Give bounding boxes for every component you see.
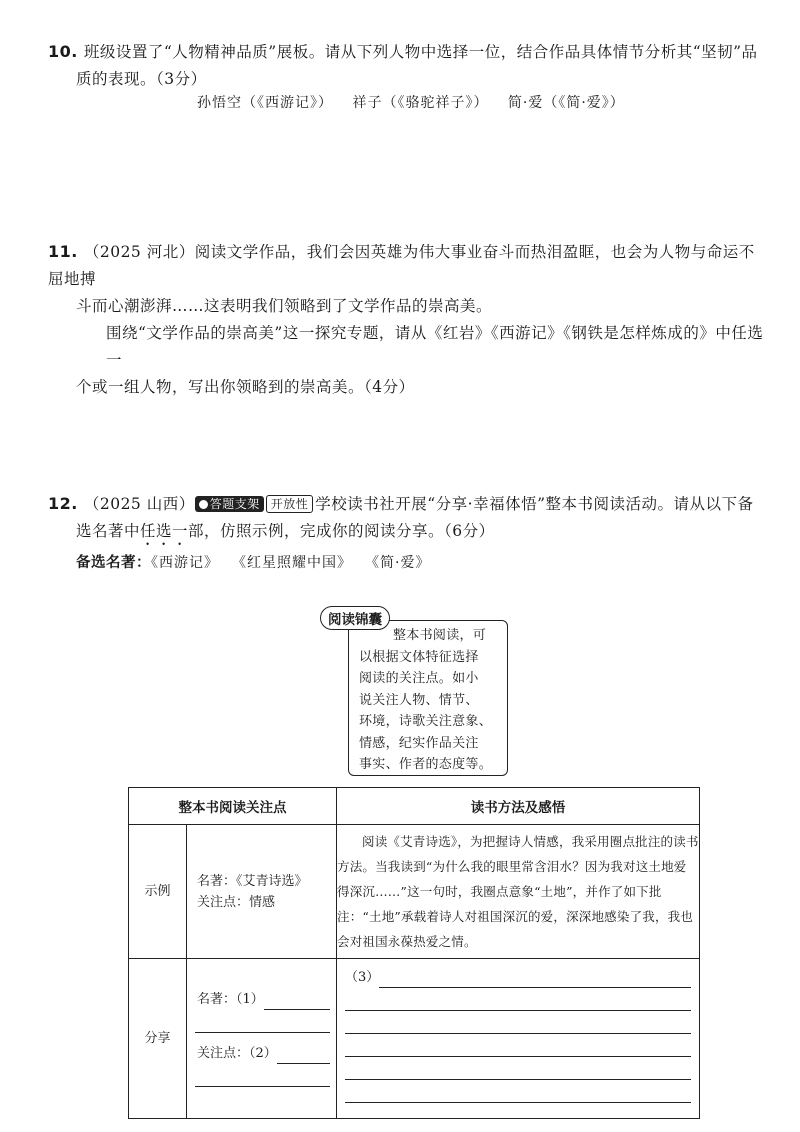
question-number: 12. (48, 494, 78, 513)
answer-line[interactable] (345, 1034, 691, 1057)
book-answer-line[interactable] (264, 993, 330, 1010)
question-text: 选名著中 (76, 522, 141, 540)
tip-line: 事实、作者的态度等。 (359, 757, 493, 772)
share-book-label: 名著：（1） (197, 992, 264, 1007)
book-item: 《简·爱》 (372, 555, 431, 571)
question-text: 学校读书社开展“分享·幸福体悟”整本书阅读活动。请从以下备 (315, 495, 754, 513)
tip-line: 阅读的关注点。如小 (359, 671, 479, 686)
tip-line: 环境，诗歌关注意象、 (359, 714, 493, 729)
tip-line: 整本书阅读，可 (393, 628, 487, 643)
question-12 (48, 490, 768, 577)
lightbulb-icon (199, 500, 208, 509)
books-label: 备选名著： (76, 555, 151, 571)
example-book: 名著：《艾青诗选》 (197, 873, 308, 889)
question-number: 10. (48, 42, 78, 61)
share-focus-label: 关注点：（2） (197, 1046, 277, 1061)
book-item: 《红星照耀中国》 (239, 555, 352, 571)
answer-line[interactable] (345, 988, 691, 1011)
candidate-item: 简·爱（《简·爱》） (507, 95, 625, 111)
example-text: 阅读《艾青诗选》，为把握诗人情感，我采用圈点批注的读书方法。当我读到“为什么我的眼里常含泪水？因为我对这土地爱得深沉……”这一句时，我圈点意象“土地”，并作了如下批注：“土地”承载着诗人对祖国深沉的爱，深深地感染了我，我也会对祖国永葆热爱之情。 (337, 825, 700, 959)
candidate-list (197, 92, 625, 112)
question-text: 班级设置了“人物精神品质”展板。请从下列人物中选择一位，结合作品具体情节分析其“坚韧”品 (83, 43, 758, 61)
question-text: 围绕“文学作品的崇高美”这一探究专题，请从《红岩》《西游记》《钢铁是怎样炼成的》中任选一 (106, 324, 764, 369)
header-focus: 整本书阅读关注点 (129, 788, 337, 825)
answer-frame-badge: 答题支架 (195, 496, 264, 512)
answer-line[interactable] (345, 1080, 691, 1103)
share-answer-cell (337, 959, 700, 1119)
book-item: 《西游记》 (151, 555, 219, 571)
open-ended-badge: 开放性 (266, 495, 314, 513)
example-focus: 关注点：情感 (197, 894, 276, 910)
question-11 (48, 238, 768, 401)
reading-tip-title: 阅读锦囊 (320, 606, 390, 630)
share-label: 分享 (129, 959, 187, 1119)
answer-line[interactable] (345, 1057, 691, 1080)
question-text: 部，仿照示例，完成你的阅读分享。（6分） (188, 522, 495, 540)
example-label: 示例 (129, 825, 187, 959)
question-text: 质的表现。（3分） (76, 70, 207, 88)
reading-tip-box (348, 620, 508, 776)
question-number: 11. (48, 242, 78, 261)
tip-line: 情感，纪实作品关注 (359, 735, 479, 751)
question-source: （2025 河北） (83, 243, 195, 261)
tip-line: 说关注人物、情节、 (359, 692, 479, 708)
question-source: （2025 山西） (83, 495, 195, 513)
book-answer-line[interactable] (195, 1016, 330, 1033)
question-text: 个或一组人物，写出你领略到的崇高美。（4分） (76, 378, 415, 396)
emphasized-text: 任选一 (140, 522, 189, 540)
share-focus-cell (187, 959, 337, 1119)
candidate-item: 孙悟空（《西游记》） (197, 95, 333, 111)
example-focus-cell (187, 825, 337, 959)
focus-answer-line[interactable] (277, 1047, 330, 1064)
header-method: 读书方法及感悟 (337, 788, 700, 825)
candidate-item: 祥子（《骆驼祥子》） (352, 95, 489, 111)
share-answer-label: （3） (345, 970, 380, 985)
answer-line[interactable] (379, 971, 691, 988)
answer-line[interactable] (345, 1011, 691, 1034)
reading-share-table (128, 787, 700, 1119)
question-10 (48, 38, 768, 93)
focus-answer-line[interactable] (195, 1070, 330, 1087)
tip-line: 以根据文体特征选择 (359, 649, 479, 665)
question-text: 斗而心潮澎湃……这表明我们领略到了文学作品的崇高美。 (76, 297, 493, 315)
question-text: 阅读文学作品，我们会因英雄为伟大事业奋斗而热泪盈眶，也会为人物与命运不屈地搏 (48, 243, 755, 288)
